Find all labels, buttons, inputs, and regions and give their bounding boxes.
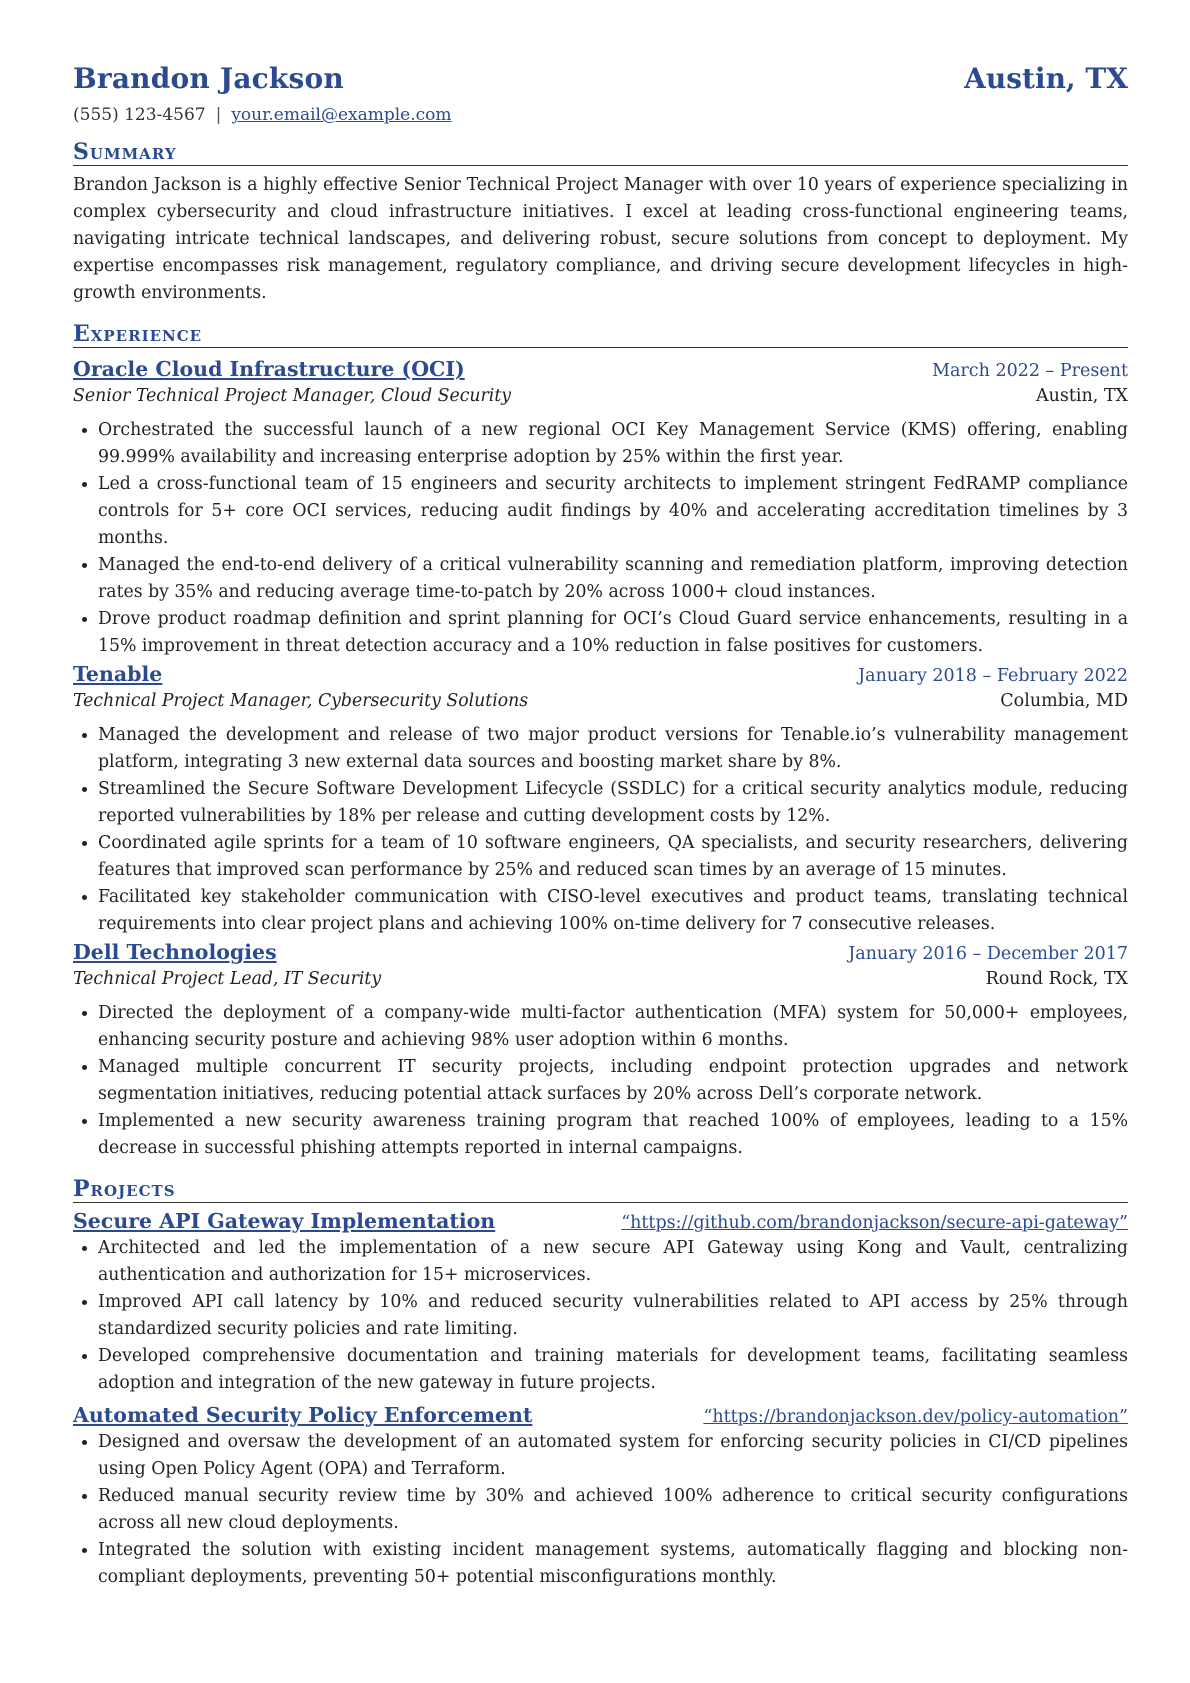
job-bullets bbox=[73, 722, 1128, 938]
bullet-item: • Coordinated agile sprints for a team of 10 software engineers, QA specialists, and security researchers, delivering features that improved scan performance by 25% and reduced scan times by an average of 15 minutes. bbox=[98, 830, 1128, 884]
project-bullets bbox=[73, 1235, 1128, 1397]
job-entry bbox=[73, 938, 1128, 1162]
bullet-item: • Managed multiple concurrent IT security projects, including endpoint protection upgrades and network segmentation initiatives, reducing potential attack surfaces by 20% across Dell’s corporate network. bbox=[98, 1054, 1128, 1108]
resume-page bbox=[73, 62, 1128, 1591]
job-dates: January 2016 – December 2017 bbox=[848, 944, 1128, 964]
summary-text: Brandon Jackson is a highly effective Senior Technical Project Manager with over 10 years of experience specializing in complex cybersecurity and cloud infrastructure initiatives. I excel at leading cross-functional engineering teams, navigating intricate technical landscapes, and delivering robust, secure solutions from concept to deployment. My expertise encompasses risk management, regulatory compliance, and driving secure development lifecycles in high-growth environments. bbox=[73, 175, 1128, 303]
bullet-item: • Drove product roadmap definition and sprint planning for OCI’s Cloud Guard service enhancements, resulting in a 15% improvement in threat detection accuracy and a 10% reduction in false positives for customers. bbox=[98, 606, 1128, 660]
project-entry bbox=[73, 1401, 1128, 1591]
job-role: Technical Project Lead, IT Security bbox=[73, 969, 382, 989]
bullet-item: • Designed and oversaw the development of an automated system for enforcing security policies in CI/CD pipelines using Open Policy Agent (OPA) and Terraform. bbox=[98, 1429, 1128, 1483]
bullet-item: • Developed comprehensive documentation and training materials for development teams, facilitating seamless adoption and integration of the new gateway in future projects. bbox=[98, 1343, 1128, 1397]
bullet-item: • Implemented a new security awareness training program that reached 100% of employees, leading to a 15% decrease in successful phishing attempts reported in internal campaigns. bbox=[98, 1108, 1128, 1162]
bullet-item: • Managed the end-to-end delivery of a critical vulnerability scanning and remediation platform, improving detection rates by 35% and reducing average time-to-patch by 20% across 1000+ cloud instances. bbox=[98, 552, 1128, 606]
company-name[interactable]: Dell Technologies bbox=[73, 940, 277, 964]
job-dates: January 2018 – February 2022 bbox=[858, 666, 1128, 686]
bullet-item: • Directed the deployment of a company-wide multi-factor authentication (MFA) system for 50,000+ employees, enhancing security posture and achieving 98% user adoption within 6 months. bbox=[98, 1000, 1128, 1054]
job-bullets bbox=[73, 417, 1128, 660]
job-location: Austin, TX bbox=[1035, 386, 1128, 406]
job-entry bbox=[73, 355, 1128, 660]
bullet-item: • Facilitated key stakeholder communication with CISO-level executives and product teams, translating technical requirements into clear project plans and achieving 100% on-time delivery for 7 consecutive releases. bbox=[98, 884, 1128, 938]
job-entry bbox=[73, 660, 1128, 938]
job-role: Senior Technical Project Manager, Cloud Security bbox=[73, 386, 512, 406]
project-link[interactable]: “https://github.com/brandonjackson/secure-api-gateway” bbox=[621, 1213, 1128, 1233]
job-location: Round Rock, TX bbox=[985, 969, 1128, 989]
bullet-item: • Led a cross-functional team of 15 engineers and security architects to implement stringent FedRAMP compliance controls for 5+ core OCI services, reducing audit findings by 40% and accelerating accreditation timelines by 3 months. bbox=[98, 471, 1128, 552]
bullet-item: • Streamlined the Secure Software Development Lifecycle (SSDLC) for a critical security analytics module, reducing reported vulnerabilities by 18% per release and cutting development costs by 12%. bbox=[98, 776, 1128, 830]
bullet-item: • Reduced manual security review time by 30% and achieved 100% adherence to critical security configurations across all new cloud deployments. bbox=[98, 1483, 1128, 1537]
candidate-name: Brandon Jackson bbox=[73, 62, 344, 95]
job-dates: March 2022 – Present bbox=[932, 361, 1128, 381]
bullet-item: • Orchestrated the successful launch of a new regional OCI Key Management Service (KMS) offering, enabling 99.999% availability and increasing enterprise adoption by 25% within the first year. bbox=[98, 417, 1128, 471]
summary-heading: Summary bbox=[73, 139, 1128, 166]
project-link[interactable]: “https://brandonjackson.dev/policy-automation” bbox=[703, 1407, 1128, 1427]
job-bullets bbox=[73, 1000, 1128, 1162]
company-name[interactable]: Tenable bbox=[73, 662, 163, 686]
contact-line bbox=[73, 105, 1128, 125]
project-bullets bbox=[73, 1429, 1128, 1591]
bullet-item: • Improved API call latency by 10% and reduced security vulnerabilities related to API access by 25% through standardized security policies and rate limiting. bbox=[98, 1289, 1128, 1343]
project-name[interactable]: Secure API Gateway Implementation bbox=[73, 1209, 496, 1233]
project-name[interactable]: Automated Security Policy Enforcement bbox=[73, 1403, 533, 1427]
job-role: Technical Project Manager, Cybersecurity Solutions bbox=[73, 691, 529, 711]
contact-separator: | bbox=[215, 105, 222, 125]
project-entry bbox=[73, 1207, 1128, 1397]
bullet-item: • Integrated the solution with existing incident management systems, automatically flagging and blocking non-compliant deployments, preventing 50+ potential misconfigurations monthly. bbox=[98, 1537, 1128, 1591]
job-location: Columbia, MD bbox=[1000, 691, 1128, 711]
bullet-item: • Architected and led the implementation of a new secure API Gateway using Kong and Vault, centralizing authentication and authorization for 15+ microservices. bbox=[98, 1235, 1128, 1289]
candidate-location: Austin, TX bbox=[964, 62, 1128, 95]
phone-number: (555) 123-4567 bbox=[73, 105, 206, 125]
email-link[interactable]: your.email@example.com bbox=[231, 105, 452, 125]
bullet-item: • Managed the development and release of two major product versions for Tenable.io’s vulnerability management platform, integrating 3 new external data sources and boosting market share by 8%. bbox=[98, 722, 1128, 776]
experience-heading: Experience bbox=[73, 321, 1128, 348]
company-name[interactable]: Oracle Cloud Infrastructure (OCI) bbox=[73, 357, 465, 381]
resume-header bbox=[73, 62, 1128, 95]
projects-heading: Projects bbox=[73, 1176, 1128, 1203]
